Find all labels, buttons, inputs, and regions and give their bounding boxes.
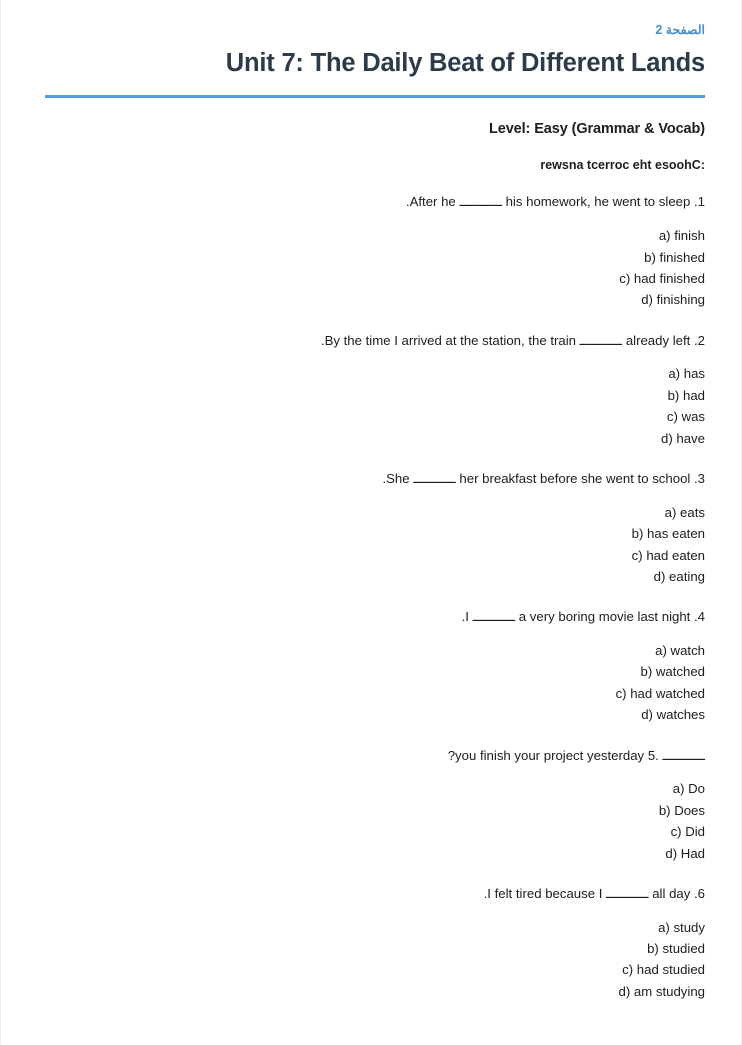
question-block bbox=[45, 746, 705, 864]
option-item[interactable]: c) had watched bbox=[615, 685, 705, 701]
option-item[interactable]: c) had eaten bbox=[631, 547, 705, 563]
option-item[interactable]: b) watched bbox=[640, 664, 705, 680]
option-item[interactable]: b) had bbox=[667, 387, 705, 403]
option-list bbox=[45, 363, 705, 449]
question-text: .She ـــــــــــ her breakfast before she went to school .3 bbox=[382, 470, 705, 486]
question-block bbox=[45, 469, 705, 587]
option-item[interactable]: a) watch bbox=[655, 643, 705, 659]
option-item[interactable]: c) Did bbox=[670, 824, 705, 840]
option-list bbox=[45, 640, 705, 726]
option-item[interactable]: a) has bbox=[668, 366, 705, 382]
question-text: .After he ـــــــــــ his homework, he went to sleep .1 bbox=[405, 194, 705, 210]
option-item[interactable]: d) am studying bbox=[618, 983, 705, 999]
question-block bbox=[45, 607, 705, 725]
question-text: ?you finish your project yesterday ـــــــــــ .5 bbox=[447, 747, 705, 763]
question-block bbox=[45, 331, 705, 449]
option-list bbox=[45, 502, 705, 588]
option-item[interactable]: b) finished bbox=[644, 249, 705, 265]
question-block bbox=[45, 192, 705, 310]
option-item[interactable]: b) studied bbox=[647, 941, 705, 957]
option-item[interactable]: a) study bbox=[658, 919, 705, 935]
option-list bbox=[45, 225, 705, 311]
option-item[interactable]: c) had studied bbox=[622, 962, 705, 978]
question-text: .By the time I arrived at the station, the train ـــــــــــ already left .2 bbox=[320, 332, 705, 348]
option-item[interactable]: a) Do bbox=[672, 781, 705, 797]
option-list bbox=[45, 778, 705, 864]
option-item[interactable]: c) was bbox=[666, 409, 705, 425]
option-item[interactable]: d) Had bbox=[665, 845, 705, 861]
option-item[interactable]: d) eating bbox=[653, 568, 705, 584]
option-item[interactable]: d) have bbox=[661, 430, 705, 446]
option-item[interactable]: a) eats bbox=[664, 504, 705, 520]
page-number-label: الصفحة 2 bbox=[655, 23, 705, 37]
option-list bbox=[45, 917, 705, 1003]
question-text: .I ـــــــــــ a very boring movie last night .4 bbox=[461, 609, 705, 625]
option-item[interactable]: c) had finished bbox=[619, 270, 705, 286]
level-label: Level: Easy (Grammar & Vocab) bbox=[488, 121, 705, 138]
question-text: .I felt tired because I ـــــــــــ all day .6 bbox=[483, 885, 705, 901]
instruction-label: :Choose the correct answer bbox=[540, 158, 705, 173]
question-block bbox=[45, 884, 705, 1002]
title-divider bbox=[45, 95, 705, 98]
option-item[interactable]: a) finish bbox=[658, 228, 705, 244]
page-title: Unit 7: The Daily Beat of Different Lands bbox=[225, 49, 705, 77]
option-item[interactable]: b) has eaten bbox=[631, 526, 705, 542]
option-item[interactable]: d) finishing bbox=[641, 292, 705, 308]
option-item[interactable]: d) watches bbox=[641, 707, 705, 723]
option-item[interactable]: b) Does bbox=[658, 802, 705, 818]
